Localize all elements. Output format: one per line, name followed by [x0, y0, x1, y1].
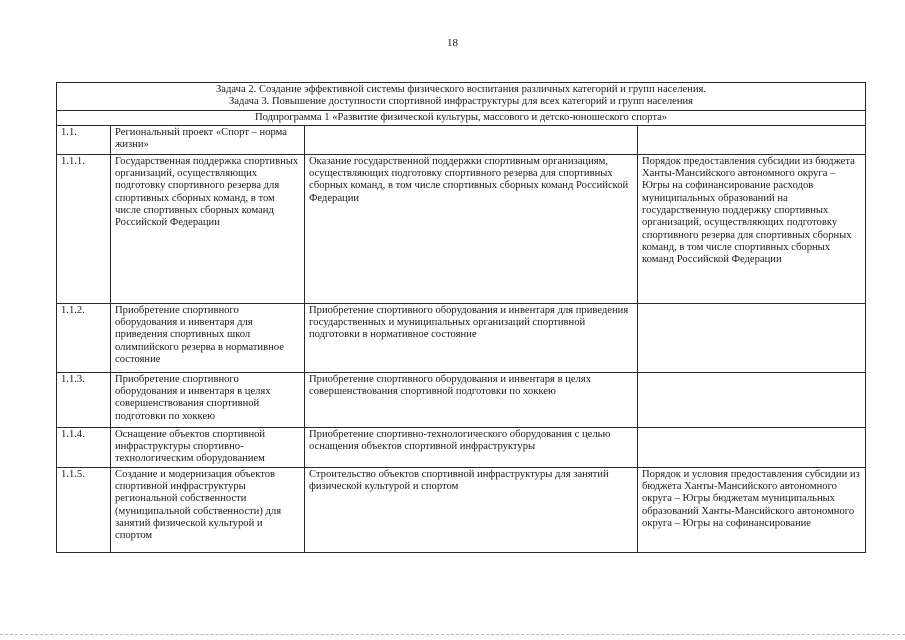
row-number-cell: 1.1.1.	[57, 154, 111, 303]
tasks-header-cell	[57, 83, 866, 111]
task-3-title: Задача 3. Повышение доступности спортивной инфраструктуры для всех категорий и групп населения	[229, 96, 694, 108]
table-row	[57, 303, 866, 372]
measure-description-cell: Приобретение спортивно-технологического оборудования с целью оснащения объектов спортивной инфраструктуры	[305, 427, 638, 467]
measure-name-cell: Оснащение объектов спортивной инфраструктуры спортивно-технологическим оборудованием	[111, 427, 305, 467]
measure-description-cell: Приобретение спортивного оборудования и инвентаря для приведения государственных и муниципальных организаций спортивной подготовки в нормативное состояние	[305, 303, 638, 372]
subprogram-header-cell	[57, 110, 866, 125]
table-row	[57, 125, 866, 154]
measure-description-cell	[305, 125, 638, 154]
table-row	[57, 427, 866, 467]
page-number: 18	[447, 37, 458, 49]
task-2-title: Задача 2. Создание эффективной системы физического воспитания различных категорий и групп населения.	[216, 84, 707, 95]
table-row	[57, 372, 866, 427]
legal-basis-cell: Порядок и условия предоставления субсидии из бюджета Ханты-Мансийского автономного округа – Югры бюджетам муниципальных образований Ханты-Мансийского автономного округа – Югры на софинансирование	[638, 467, 866, 552]
measure-name-cell: Создание и модернизация объектов спортивной инфраструктуры региональной собственности (муниципальной собственности) для занятий физической культурой и спортом	[111, 467, 305, 552]
measure-description-cell: Оказание государственной поддержки спортивным организациям, осуществляющих подготовку спортивного резерва для спортивных сборных команд, в том числе спортивных сборных команд Российской Федерации	[305, 154, 638, 303]
legal-basis-cell	[638, 427, 866, 467]
subprogram-title: Подпрограмма 1 «Развитие физической культуры, массового и детско-юношеского спорта»	[254, 111, 668, 123]
legal-basis-cell: Порядок предоставления субсидии из бюджета Ханты-Мансийского автономного округа – Югры на софинансирование расходов муниципальных образований на государственную поддержку спортивных организаций, осуществляющих подготовку спортивного резерва для спортивных сборных команд, в том числе спортивных сборных команд Российской Федерации	[638, 154, 866, 303]
row-number-cell: 1.1.4.	[57, 427, 111, 467]
row-number-cell: 1.1.3.	[57, 372, 111, 427]
measure-description-cell: Строительство объектов спортивной инфраструктуры для занятий физической культурой и спортом	[305, 467, 638, 552]
scan-artifact-line	[0, 634, 905, 635]
measure-description-cell: Приобретение спортивного оборудования и инвентаря в целях совершенствования спортивной подготовки по хоккею	[305, 372, 638, 427]
table-row	[57, 154, 866, 303]
measure-name-cell: Приобретение спортивного оборудования и инвентаря для приведения спортивных школ олимпийского резерва в нормативное состояние	[111, 303, 305, 372]
measure-name-cell: Приобретение спортивного оборудования и инвентаря в целях совершенствования спортивной подготовки по хоккею	[111, 372, 305, 427]
table-row	[57, 467, 866, 552]
measure-name-cell: Региональный проект «Спорт – норма жизни»	[111, 125, 305, 154]
table-header-row-tasks	[57, 83, 866, 111]
table-header-row-subprogram	[57, 110, 866, 125]
legal-basis-cell	[638, 372, 866, 427]
measures-table	[56, 82, 866, 553]
measure-name-cell: Государственная поддержка спортивных организаций, осуществляющих подготовку спортивного резерва для спортивных сборных команд, в том числе спортивных сборных команд Российской Федерации	[111, 154, 305, 303]
legal-basis-cell	[638, 303, 866, 372]
row-number-cell: 1.1.2.	[57, 303, 111, 372]
row-number-cell: 1.1.5.	[57, 467, 111, 552]
row-number-cell: 1.1.	[57, 125, 111, 154]
legal-basis-cell	[638, 125, 866, 154]
